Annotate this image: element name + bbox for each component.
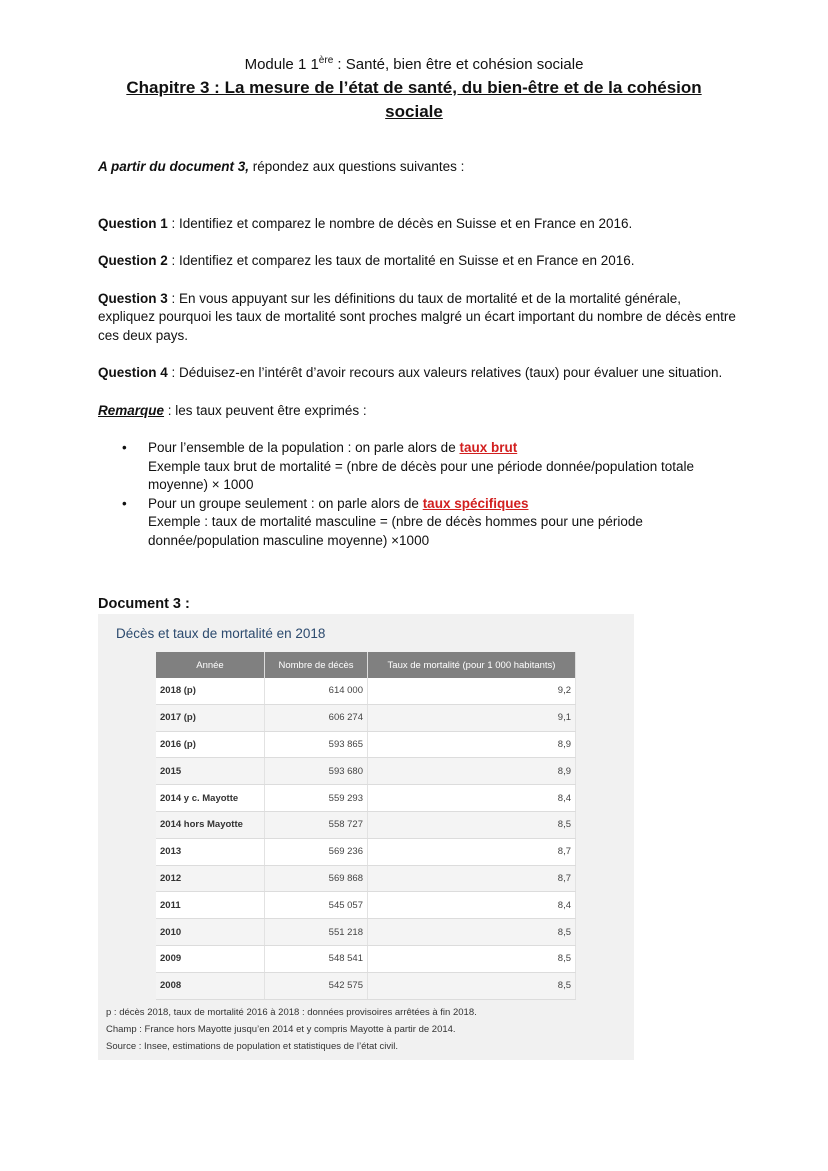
cell-rate: 8,5 [368,972,576,999]
cell-year: 2010 [156,919,265,946]
question-text: : Déduisez-en l’intérêt d’avoir recours aux valeurs relatives (taux) pour évaluer une situation. [167,365,723,380]
cell-rate: 9,1 [368,704,576,731]
cell-year: 2016 (p) [156,731,265,758]
cell-rate: 8,7 [368,865,576,892]
cell-year: 2018 (p) [156,678,265,704]
table-row [156,972,576,999]
column-header-year: Année [156,652,265,678]
document-figure [98,614,634,1060]
intro-bold: A partir du document 3, [98,159,250,174]
bullet-text: Pour l’ensemble de la population : on parle alors de [148,440,460,455]
bullet-example: Exemple taux brut de mortalité = (nbre de décès pour une période donnée/population totale moyenne) × 1000 [148,458,694,492]
intro-text: répondez aux questions suivantes : [249,159,465,174]
bullet-highlight: taux brut [459,440,518,455]
module-title [0,50,828,76]
table-header-row [156,652,576,678]
table-row [156,919,576,946]
cell-deaths: 593 680 [265,758,368,785]
module-title-text: Module 1 1 [244,56,319,73]
cell-year: 2008 [156,972,265,999]
table-row [156,892,576,919]
cell-year: 2012 [156,865,265,892]
table-row [156,811,576,838]
list-item [148,439,738,495]
cell-year: 2013 [156,838,265,865]
question-3 [98,290,738,346]
figure-notes [106,1004,477,1055]
question-label: Question 4 [98,365,168,380]
note-line: Champ : France hors Mayotte jusqu’en 2014 et y compris Mayotte à partir de 2014. [106,1024,456,1035]
cell-deaths: 569 868 [265,865,368,892]
cell-deaths: 606 274 [265,704,368,731]
document-body [98,158,738,550]
cell-deaths: 593 865 [265,731,368,758]
mortality-table [156,652,576,1000]
bullet-highlight: taux spécifiques [422,495,529,511]
question-text: : En vous appuyant sur les définitions du taux de mortalité et de la mortalité générale, expliquez pourquoi les taux de mortalité sont proches malgré un écart important du nombre de décès entre ces deux pays. [98,290,736,343]
cell-deaths: 559 293 [265,785,368,812]
column-header-deaths: Nombre de décès [265,652,368,678]
column-header-rate: Taux de mortalité (pour 1 000 habitants) [368,652,576,678]
cell-deaths: 545 057 [265,892,368,919]
table-row [156,945,576,972]
question-4 [98,364,738,383]
cell-deaths: 551 218 [265,919,368,946]
cell-rate: 8,4 [368,892,576,919]
table-row [156,678,576,704]
document-title: Document 3 : [98,596,190,612]
cell-deaths: 558 727 [265,811,368,838]
module-title-rest: : Santé, bien être et cohésion sociale [333,56,584,73]
remark-text: : les taux peuvent être exprimés : [164,402,367,418]
intro-line [98,158,738,177]
table-row [156,704,576,731]
cell-year: 2014 hors Mayotte [156,811,265,838]
bullet-text: Pour un groupe seulement : on parle alors de [148,495,423,511]
cell-rate: 8,9 [368,758,576,785]
table-row [156,731,576,758]
cell-rate: 8,5 [368,811,576,838]
cell-rate: 8,5 [368,945,576,972]
table-row [156,785,576,812]
note-line: Source : Insee, estimations de population et statistiques de l’état civil. [106,1041,399,1052]
cell-rate: 8,4 [368,785,576,812]
cell-deaths: 548 541 [265,945,368,972]
table-row [156,838,576,865]
figure-caption: Décès et taux de mortalité en 2018 [116,626,326,641]
rate-list [98,439,738,550]
cell-deaths: 542 575 [265,972,368,999]
cell-year: 2011 [156,892,265,919]
question-label: Question 2 [98,253,168,268]
question-2 [98,252,738,271]
cell-year: 2017 (p) [156,704,265,731]
table-row [156,758,576,785]
remark-label: Remarque [98,402,165,418]
cell-rate: 9,2 [368,678,576,704]
cell-year: 2014 y c. Mayotte [156,785,265,812]
question-label: Question 1 [98,215,168,231]
cell-deaths: 569 236 [265,838,368,865]
cell-rate: 8,9 [368,731,576,758]
table-body [156,678,576,999]
question-text: : Identifiez et comparez le nombre de décès en Suisse et en France en 2016. [167,215,633,231]
question-1 [98,215,738,234]
module-title-sup: ère [318,55,334,66]
note-line: p : décès 2018, taux de mortalité 2016 à 2018 : données provisoires arrêtées à fin 2018. [106,1007,477,1018]
chapter-title: Chapitre 3 : La mesure de l’état de santé, du bien-être et de la cohésion sociale [126,78,702,121]
cell-deaths: 614 000 [265,678,368,704]
remark [98,402,738,421]
cell-rate: 8,7 [368,838,576,865]
question-label: Question 3 [98,290,168,306]
cell-rate: 8,5 [368,919,576,946]
cell-year: 2009 [156,945,265,972]
list-item [148,495,738,551]
table-row [156,865,576,892]
question-text: : Identifiez et comparez les taux de mortalité en Suisse et en France en 2016. [167,253,635,268]
page-header [0,50,828,124]
bullet-example: Exemple : taux de mortalité masculine = (nbre de décès hommes pour une période donnée/population masculine moyenne) ×1000 [148,514,643,548]
cell-year: 2015 [156,758,265,785]
